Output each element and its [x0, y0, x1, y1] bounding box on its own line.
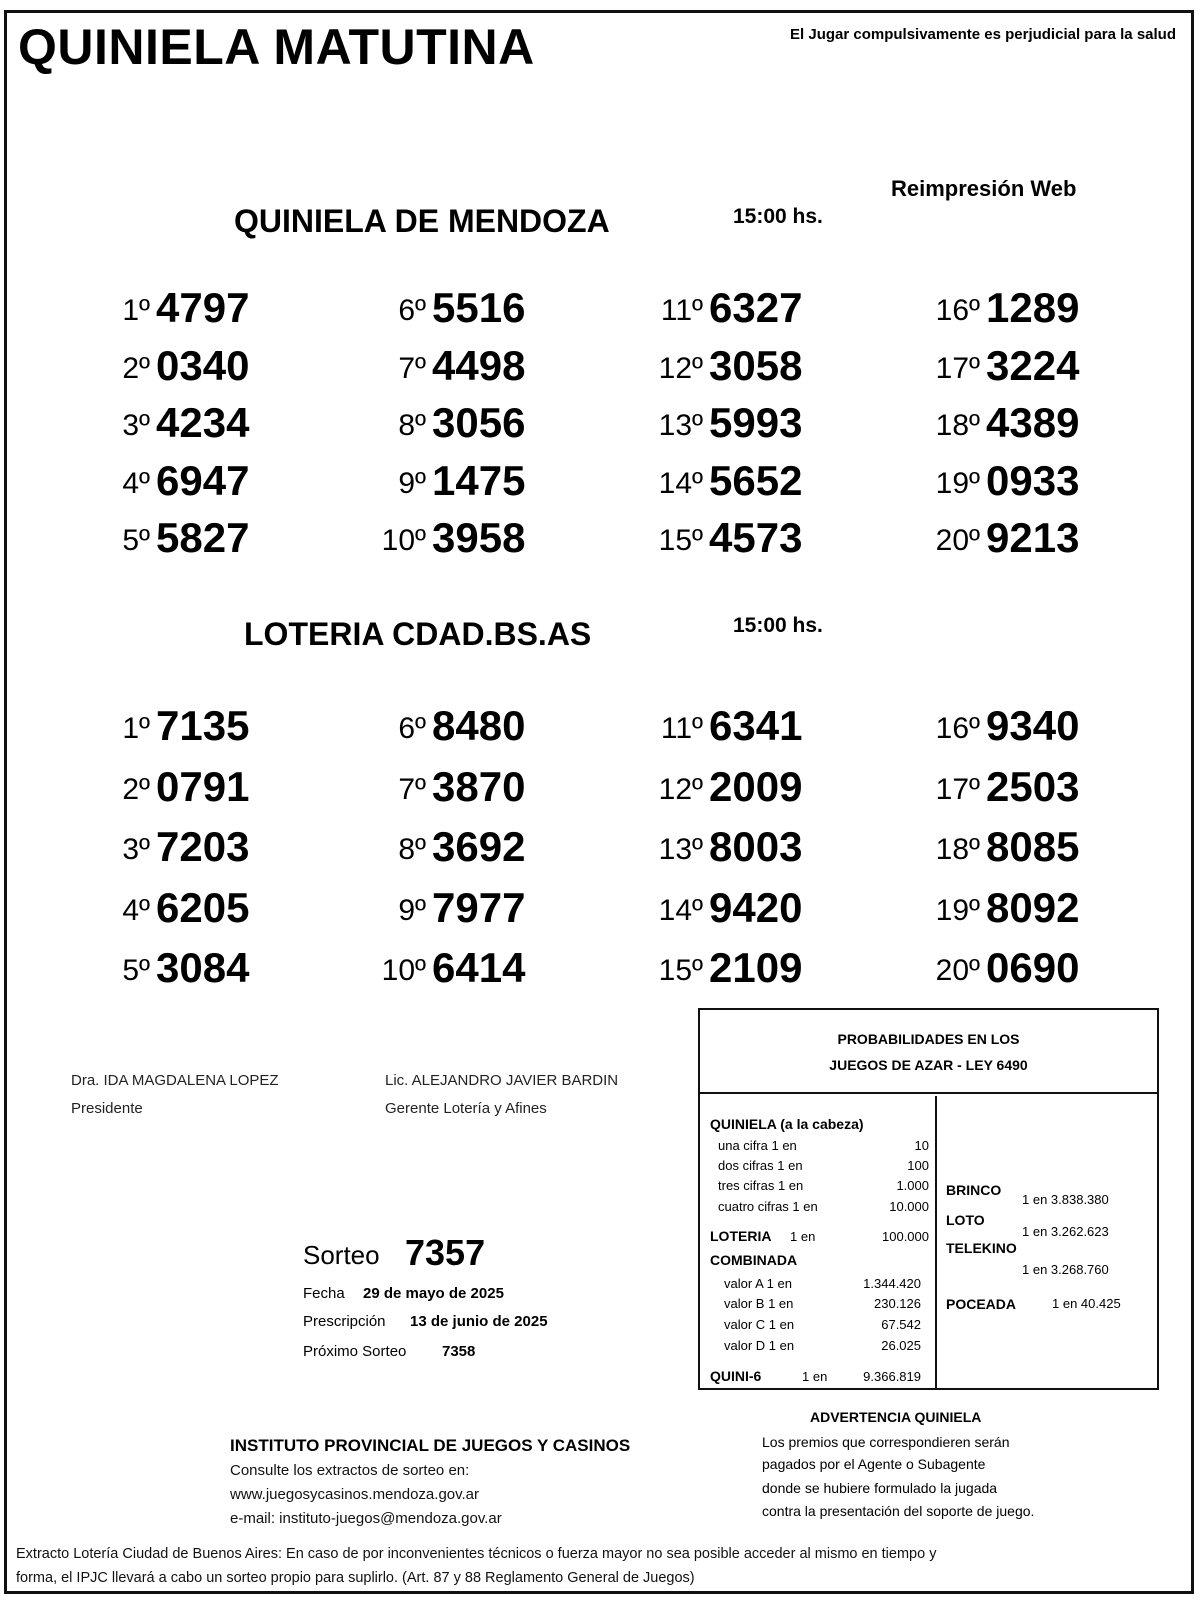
- result-position: 13º: [658, 833, 703, 866]
- result-cell: [336, 763, 556, 815]
- result-cell: [890, 884, 1110, 936]
- telekino-odds-label: TELEKINO: [946, 1240, 1017, 1256]
- combinada-odds-title: COMBINADA: [710, 1252, 798, 1268]
- loteria-odds-label: LOTERIA: [710, 1228, 772, 1244]
- result-position: 15º: [658, 954, 703, 987]
- section-title-loteria: LOTERIA CDAD.BS.AS: [244, 616, 592, 652]
- result-cell: [890, 284, 1110, 336]
- quini6-odds-prefix: 1 en: [802, 1369, 828, 1384]
- result-number: 8092: [986, 883, 1080, 931]
- quiniela-odds-label: una cifra 1 en: [718, 1138, 797, 1153]
- result-number: 5827: [156, 514, 250, 561]
- signature-name-manager: Lic. ALEJANDRO JAVIER BARDIN: [385, 1072, 619, 1089]
- result-cell: [60, 944, 280, 996]
- probabilities-header-line2: JUEGOS DE AZAR - LEY 6490: [829, 1057, 1028, 1073]
- section-title-mendoza: QUINIELA DE MENDOZA: [234, 203, 610, 239]
- result-position: 16º: [935, 712, 980, 745]
- result-number: 6205: [156, 883, 250, 931]
- loteria-odds-prefix: 1 en: [790, 1229, 816, 1244]
- section-time-mendoza: 15:00 hs.: [733, 205, 823, 228]
- combinada-odds-label: valor B 1 en: [724, 1296, 794, 1311]
- result-number: 6414: [432, 944, 526, 991]
- section-time-loteria: 15:00 hs.: [733, 614, 823, 637]
- result-cell: [613, 763, 833, 815]
- combinada-odds-value: 26.025: [881, 1338, 921, 1353]
- result-position: 3º: [122, 409, 150, 442]
- result-position: 9º: [398, 466, 426, 500]
- institute-title: INSTITUTO PROVINCIAL DE JUEGOS Y CASINOS: [230, 1436, 631, 1455]
- health-warning: El Jugar compulsivamente es perjudicial para la salud: [790, 26, 1176, 43]
- combinada-odds-label: valor A 1 en: [724, 1276, 792, 1291]
- result-number: 9340: [986, 702, 1080, 749]
- result-position: 19º: [935, 466, 980, 500]
- combinada-odds-label: valor D 1 en: [724, 1338, 795, 1353]
- result-position: 7º: [398, 351, 426, 385]
- combinada-odds-label: valor C 1 en: [724, 1317, 795, 1332]
- result-position: 4º: [122, 466, 150, 500]
- result-number: 3870: [432, 762, 526, 810]
- result-cell: [336, 514, 556, 566]
- result-number: 6947: [156, 456, 250, 504]
- institute-consult-line: Consulte los extractos de sorteo en:: [230, 1462, 470, 1479]
- result-cell: [890, 514, 1110, 566]
- result-number: 2109: [709, 944, 803, 991]
- quiniela-odds-title: QUINIELA (a la cabeza): [710, 1116, 864, 1132]
- institute-website: www.juegosycasinos.mendoza.gov.ar: [230, 1486, 480, 1503]
- result-position: 1º: [122, 294, 150, 327]
- result-cell: [60, 284, 280, 336]
- result-number: 7135: [156, 702, 250, 749]
- result-position: 13º: [658, 409, 703, 442]
- result-cell: [336, 823, 556, 875]
- date-value: 29 de mayo de 2025: [363, 1285, 504, 1302]
- signature-name-president: Dra. IDA MAGDALENA LOPEZ: [71, 1072, 279, 1089]
- result-position: 14º: [658, 893, 703, 927]
- result-number: 2009: [709, 762, 803, 810]
- result-number: 2503: [986, 762, 1080, 810]
- loto-odds-label: LOTO: [946, 1212, 985, 1228]
- result-number: 0933: [986, 456, 1080, 504]
- prescription-label: Prescripción: [303, 1313, 386, 1330]
- result-number: 8003: [709, 823, 803, 870]
- result-position: 11º: [660, 712, 703, 745]
- result-number: 5652: [709, 456, 803, 504]
- result-position: 6º: [398, 712, 426, 745]
- result-cell: [890, 763, 1110, 815]
- combinada-odds-value: 67.542: [881, 1317, 921, 1332]
- result-position: 17º: [935, 772, 980, 806]
- date-label: Fecha: [303, 1285, 345, 1302]
- result-position: 10º: [381, 954, 426, 987]
- result-position: 2º: [122, 351, 150, 385]
- result-cell: [890, 342, 1110, 394]
- result-cell: [60, 823, 280, 875]
- result-cell: [60, 457, 280, 509]
- institute-email: e-mail: instituto-juegos@mendoza.gov.ar: [230, 1510, 502, 1527]
- footer-note-line1: Extracto Lotería Ciudad de Buenos Aires: En caso de por inconvenientes técnicos o fuerza mayor no sea posible acceder al mismo en tiempo y: [16, 1546, 937, 1562]
- result-number: 0791: [156, 762, 250, 810]
- result-number: 4498: [432, 341, 526, 389]
- document-title: QUINIELA MATUTINA: [18, 19, 535, 75]
- result-position: 19º: [935, 893, 980, 927]
- result-number: 3056: [432, 399, 526, 446]
- draw-number: 7357: [405, 1232, 486, 1273]
- result-cell: [60, 342, 280, 394]
- result-number: 5516: [432, 284, 526, 331]
- result-cell: [613, 702, 833, 754]
- result-position: 8º: [398, 409, 426, 442]
- result-cell: [336, 342, 556, 394]
- result-cell: [336, 702, 556, 754]
- result-position: 5º: [122, 524, 150, 557]
- poceada-odds-label: POCEADA: [946, 1296, 1017, 1312]
- result-cell: [613, 457, 833, 509]
- result-position: 7º: [398, 772, 426, 806]
- result-number: 1475: [432, 456, 526, 504]
- brinco-odds-value: 1 en 3.838.380: [1022, 1192, 1109, 1207]
- quiniela-odds-value: 1.000: [896, 1178, 929, 1193]
- result-number: 9420: [709, 883, 803, 931]
- result-position: 12º: [658, 351, 703, 385]
- next-draw-value: 7358: [442, 1343, 476, 1360]
- result-cell: [890, 399, 1110, 451]
- result-position: 5º: [122, 954, 150, 987]
- result-number: 8480: [432, 702, 526, 749]
- result-number: 1289: [986, 284, 1080, 331]
- result-number: 3692: [432, 823, 526, 870]
- quiniela-odds-label: cuatro cifras 1 en: [718, 1199, 818, 1214]
- result-cell: [613, 284, 833, 336]
- quiniela-odds-label: dos cifras 1 en: [718, 1158, 803, 1173]
- result-position: 20º: [935, 954, 980, 987]
- result-number: 6341: [709, 702, 803, 749]
- result-position: 4º: [122, 893, 150, 927]
- result-number: 0340: [156, 341, 250, 389]
- quiniela-odds-value: 10.000: [889, 1199, 929, 1214]
- advertencia-line: donde se hubiere formulado la jugada: [762, 1480, 998, 1496]
- result-position: 6º: [398, 294, 426, 327]
- result-number: 5993: [709, 399, 803, 446]
- signature-role-manager: Gerente Lotería y Afines: [385, 1100, 547, 1117]
- reprint-label: Reimpresión Web: [891, 176, 1077, 201]
- probabilities-left-column: [700, 1096, 937, 1388]
- result-cell: [336, 884, 556, 936]
- poceada-odds-value: 1 en 40.425: [1052, 1296, 1121, 1311]
- result-cell: [613, 884, 833, 936]
- result-position: 12º: [658, 772, 703, 806]
- advertencia-line: pagados por el Agente o Subagente: [762, 1456, 986, 1472]
- prescription-value: 13 de junio de 2025: [410, 1313, 548, 1330]
- result-number: 3058: [709, 341, 803, 389]
- combinada-odds-value: 1.344.420: [863, 1276, 921, 1291]
- probabilities-header: [700, 1010, 1157, 1094]
- draw-label: Sorteo: [303, 1240, 380, 1270]
- brinco-odds-label: BRINCO: [946, 1182, 1002, 1198]
- advertencia-line: Los premios que correspondieren serán: [762, 1434, 1010, 1450]
- loteria-odds-value: 100.000: [882, 1229, 929, 1244]
- result-cell: [613, 514, 833, 566]
- result-cell: [613, 342, 833, 394]
- quiniela-odds-value: 100: [907, 1158, 929, 1173]
- result-number: 4389: [986, 399, 1080, 446]
- loto-odds-value: 1 en 3.262.623: [1022, 1224, 1109, 1239]
- result-cell: [890, 944, 1110, 996]
- quiniela-odds-value: 10: [914, 1138, 929, 1153]
- quini6-odds-value: 9.366.819: [863, 1369, 921, 1384]
- probabilities-box: [698, 1008, 1159, 1390]
- result-cell: [890, 457, 1110, 509]
- footer-note-line2: forma, el IPJC llevará a cabo un sorteo propio para suplirlo. (Art. 87 y 88 Reglamento General de Juegos): [16, 1570, 695, 1586]
- result-number: 9213: [986, 514, 1080, 561]
- result-position: 14º: [658, 466, 703, 500]
- result-number: 3084: [156, 944, 250, 991]
- result-position: 2º: [122, 772, 150, 806]
- advertencia-line: contra la presentación del soporte de juego.: [762, 1503, 1035, 1519]
- result-cell: [613, 944, 833, 996]
- result-cell: [890, 823, 1110, 875]
- result-number: 7203: [156, 823, 250, 870]
- next-draw-label: Próximo Sorteo: [303, 1343, 407, 1360]
- result-position: 15º: [658, 524, 703, 557]
- result-cell: [60, 399, 280, 451]
- result-position: 18º: [935, 833, 980, 866]
- combinada-odds-value: 230.126: [874, 1296, 921, 1311]
- signature-role-president: Presidente: [71, 1100, 143, 1117]
- result-number: 4573: [709, 514, 803, 561]
- result-position: 11º: [660, 294, 703, 327]
- result-cell: [60, 884, 280, 936]
- result-cell: [890, 702, 1110, 754]
- result-position: 16º: [935, 294, 980, 327]
- result-number: 4234: [156, 399, 250, 446]
- result-position: 18º: [935, 409, 980, 442]
- result-cell: [613, 399, 833, 451]
- result-cell: [60, 702, 280, 754]
- result-number: 0690: [986, 944, 1080, 991]
- result-position: 8º: [398, 833, 426, 866]
- probabilities-header-line1: PROBABILIDADES EN LOS: [837, 1031, 1020, 1047]
- result-cell: [60, 763, 280, 815]
- advertencia-title: ADVERTENCIA QUINIELA: [810, 1409, 982, 1425]
- result-number: 3224: [986, 341, 1080, 389]
- result-cell: [336, 457, 556, 509]
- result-cell: [613, 823, 833, 875]
- result-cell: [336, 944, 556, 996]
- result-position: 10º: [381, 524, 426, 557]
- result-number: 4797: [156, 284, 250, 331]
- result-cell: [336, 399, 556, 451]
- quini6-odds-label: QUINI-6: [710, 1368, 762, 1384]
- quiniela-odds-label: tres cifras 1 en: [718, 1178, 804, 1193]
- result-number: 6327: [709, 284, 803, 331]
- result-cell: [60, 514, 280, 566]
- result-position: 17º: [935, 351, 980, 385]
- result-cell: [336, 284, 556, 336]
- result-number: 7977: [432, 883, 526, 931]
- result-number: 8085: [986, 823, 1080, 870]
- telekino-odds-value: 1 en 3.268.760: [1022, 1262, 1109, 1277]
- result-position: 9º: [398, 893, 426, 927]
- result-position: 1º: [122, 712, 150, 745]
- result-number: 3958: [432, 514, 526, 561]
- result-position: 3º: [122, 833, 150, 866]
- result-position: 20º: [935, 524, 980, 557]
